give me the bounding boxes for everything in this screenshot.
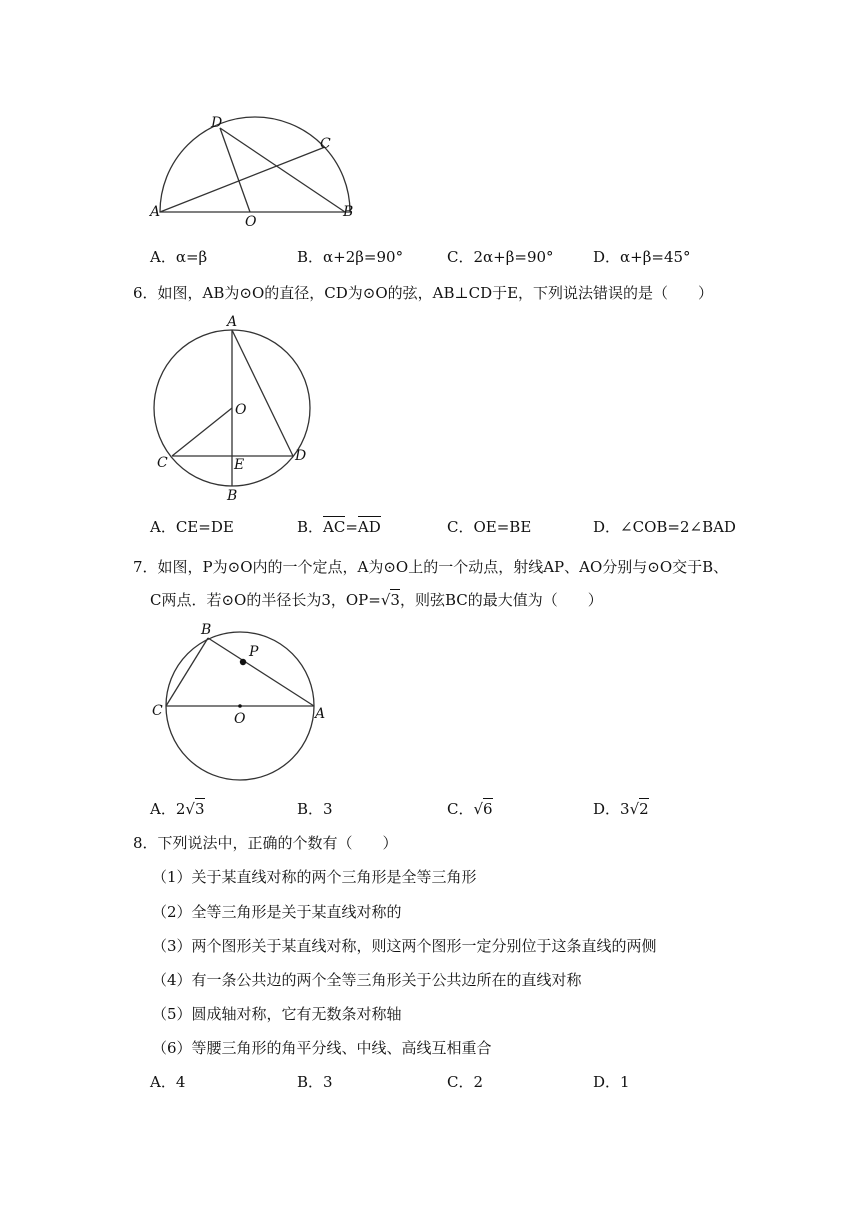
q6-label-c: C <box>157 455 168 471</box>
q7-label-c: C <box>152 703 163 719</box>
q7-option-c-sqrt: √ <box>473 800 484 818</box>
q6-arc-ad: AD <box>357 518 381 536</box>
q7-options <box>150 798 770 822</box>
q6-option-d[interactable]: D．∠COB=2∠BAD <box>593 518 736 536</box>
q6-question-text: 6．如图，AB为⊙O的直径，CD为⊙O的弦，AB⊥CD于E，下列说法错误的是（ ） <box>133 284 714 302</box>
q6-option-b[interactable] <box>297 516 381 537</box>
q7-option-d-coef: 3 <box>620 800 630 818</box>
q7-line2-start: C两点．若⊙O的半径长为3，OP= <box>150 591 381 609</box>
q7-label-p: P <box>249 644 259 660</box>
q7-label-o: O <box>234 711 246 727</box>
q6-option-b-prefix: B． <box>297 518 324 536</box>
q7-question-line2 <box>150 588 603 612</box>
q7-option-a-sqrt: √ <box>185 800 195 818</box>
q5-options <box>150 246 770 270</box>
q5-option-c[interactable]: C．2α+β=90° <box>447 248 554 266</box>
q8-options <box>150 1071 770 1095</box>
q5-option-b[interactable]: B．α+2β=90° <box>297 248 404 266</box>
q8-statement-6: （6）等腰三角形的角平分线、中线、高线互相重合 <box>152 1039 492 1057</box>
q8-statement-1: （1）关于某直线对称的两个三角形是全等三角形 <box>152 868 477 886</box>
q7-option-d-sqrt: √ <box>629 800 640 818</box>
q8-option-a[interactable]: A．4 <box>150 1073 186 1091</box>
q7-option-b[interactable]: B．3 <box>297 800 333 818</box>
q8-option-b[interactable]: B．3 <box>297 1073 333 1091</box>
q5-label-o: O <box>245 214 257 230</box>
q8-statement-3: （3）两个图形关于某直线对称，则这两个图形一定分别位于这条直线的两侧 <box>152 937 657 955</box>
q6-options <box>150 516 770 540</box>
q6-label-d: D <box>295 448 307 464</box>
q8-statement-4: （4）有一条公共边的两个全等三角形关于公共边所在的直线对称 <box>152 971 582 989</box>
q7-option-d-prefix: D． <box>593 800 621 818</box>
q8-question-text: 8．下列说法中，正确的个数有（ ） <box>133 834 398 852</box>
q7-circle-figure <box>145 620 335 785</box>
q7-sqrt-sign: √ <box>380 591 391 609</box>
q7-option-d[interactable] <box>593 798 649 819</box>
q7-label-a: A <box>315 706 326 722</box>
q5-semicircle-figure <box>145 110 365 235</box>
q7-option-c-radicand: 6 <box>483 800 493 818</box>
q6-label-b: B <box>227 488 238 504</box>
q6-option-a[interactable]: A．CE=DE <box>150 518 234 536</box>
q6-label-o: O <box>235 402 247 418</box>
q7-option-c[interactable] <box>447 798 493 819</box>
q8-statement-5: （5）圆成轴对称，它有无数条对称轴 <box>152 1005 402 1023</box>
q6-option-b-eq: = <box>345 518 358 536</box>
q7-option-a-radicand: 3 <box>194 800 205 818</box>
q8-option-c[interactable]: C．2 <box>447 1073 484 1091</box>
q7-question-line1: 7．如图，P为⊙O内的一个定点，A为⊙O上的一个动点，射线AP、AO分别与⊙O交于B、 <box>133 558 729 576</box>
q6-option-c[interactable]: C．OE=BE <box>447 518 532 536</box>
q7-option-a-coef: 2 <box>175 800 186 818</box>
q6-arc-ac: AC <box>323 518 346 536</box>
q6-label-a: A <box>227 314 238 330</box>
q7-line2-end: ，则弦BC的最大值为（ ） <box>399 591 603 609</box>
q7-option-c-prefix: C． <box>447 800 474 818</box>
q5-option-d[interactable]: D．α+β=45° <box>593 248 691 266</box>
q7-radicand: 3 <box>390 591 400 609</box>
q5-label-b: B <box>343 204 354 220</box>
q6-circle-figure <box>145 310 325 505</box>
q5-label-a: A <box>150 204 161 220</box>
q8-option-d[interactable]: D．1 <box>593 1073 630 1091</box>
q8-statement-2: （2）全等三角形是关于某直线对称的 <box>152 903 402 921</box>
q5-label-c: C <box>320 136 331 152</box>
q5-label-d: D <box>211 115 223 131</box>
q7-option-a[interactable] <box>150 798 205 819</box>
q7-option-a-prefix: A． <box>150 800 176 818</box>
q7-label-b: B <box>201 622 212 638</box>
q5-option-a[interactable]: A．α=β <box>150 248 208 266</box>
q7-option-d-radicand: 2 <box>639 800 649 818</box>
q6-label-e: E <box>234 457 245 473</box>
